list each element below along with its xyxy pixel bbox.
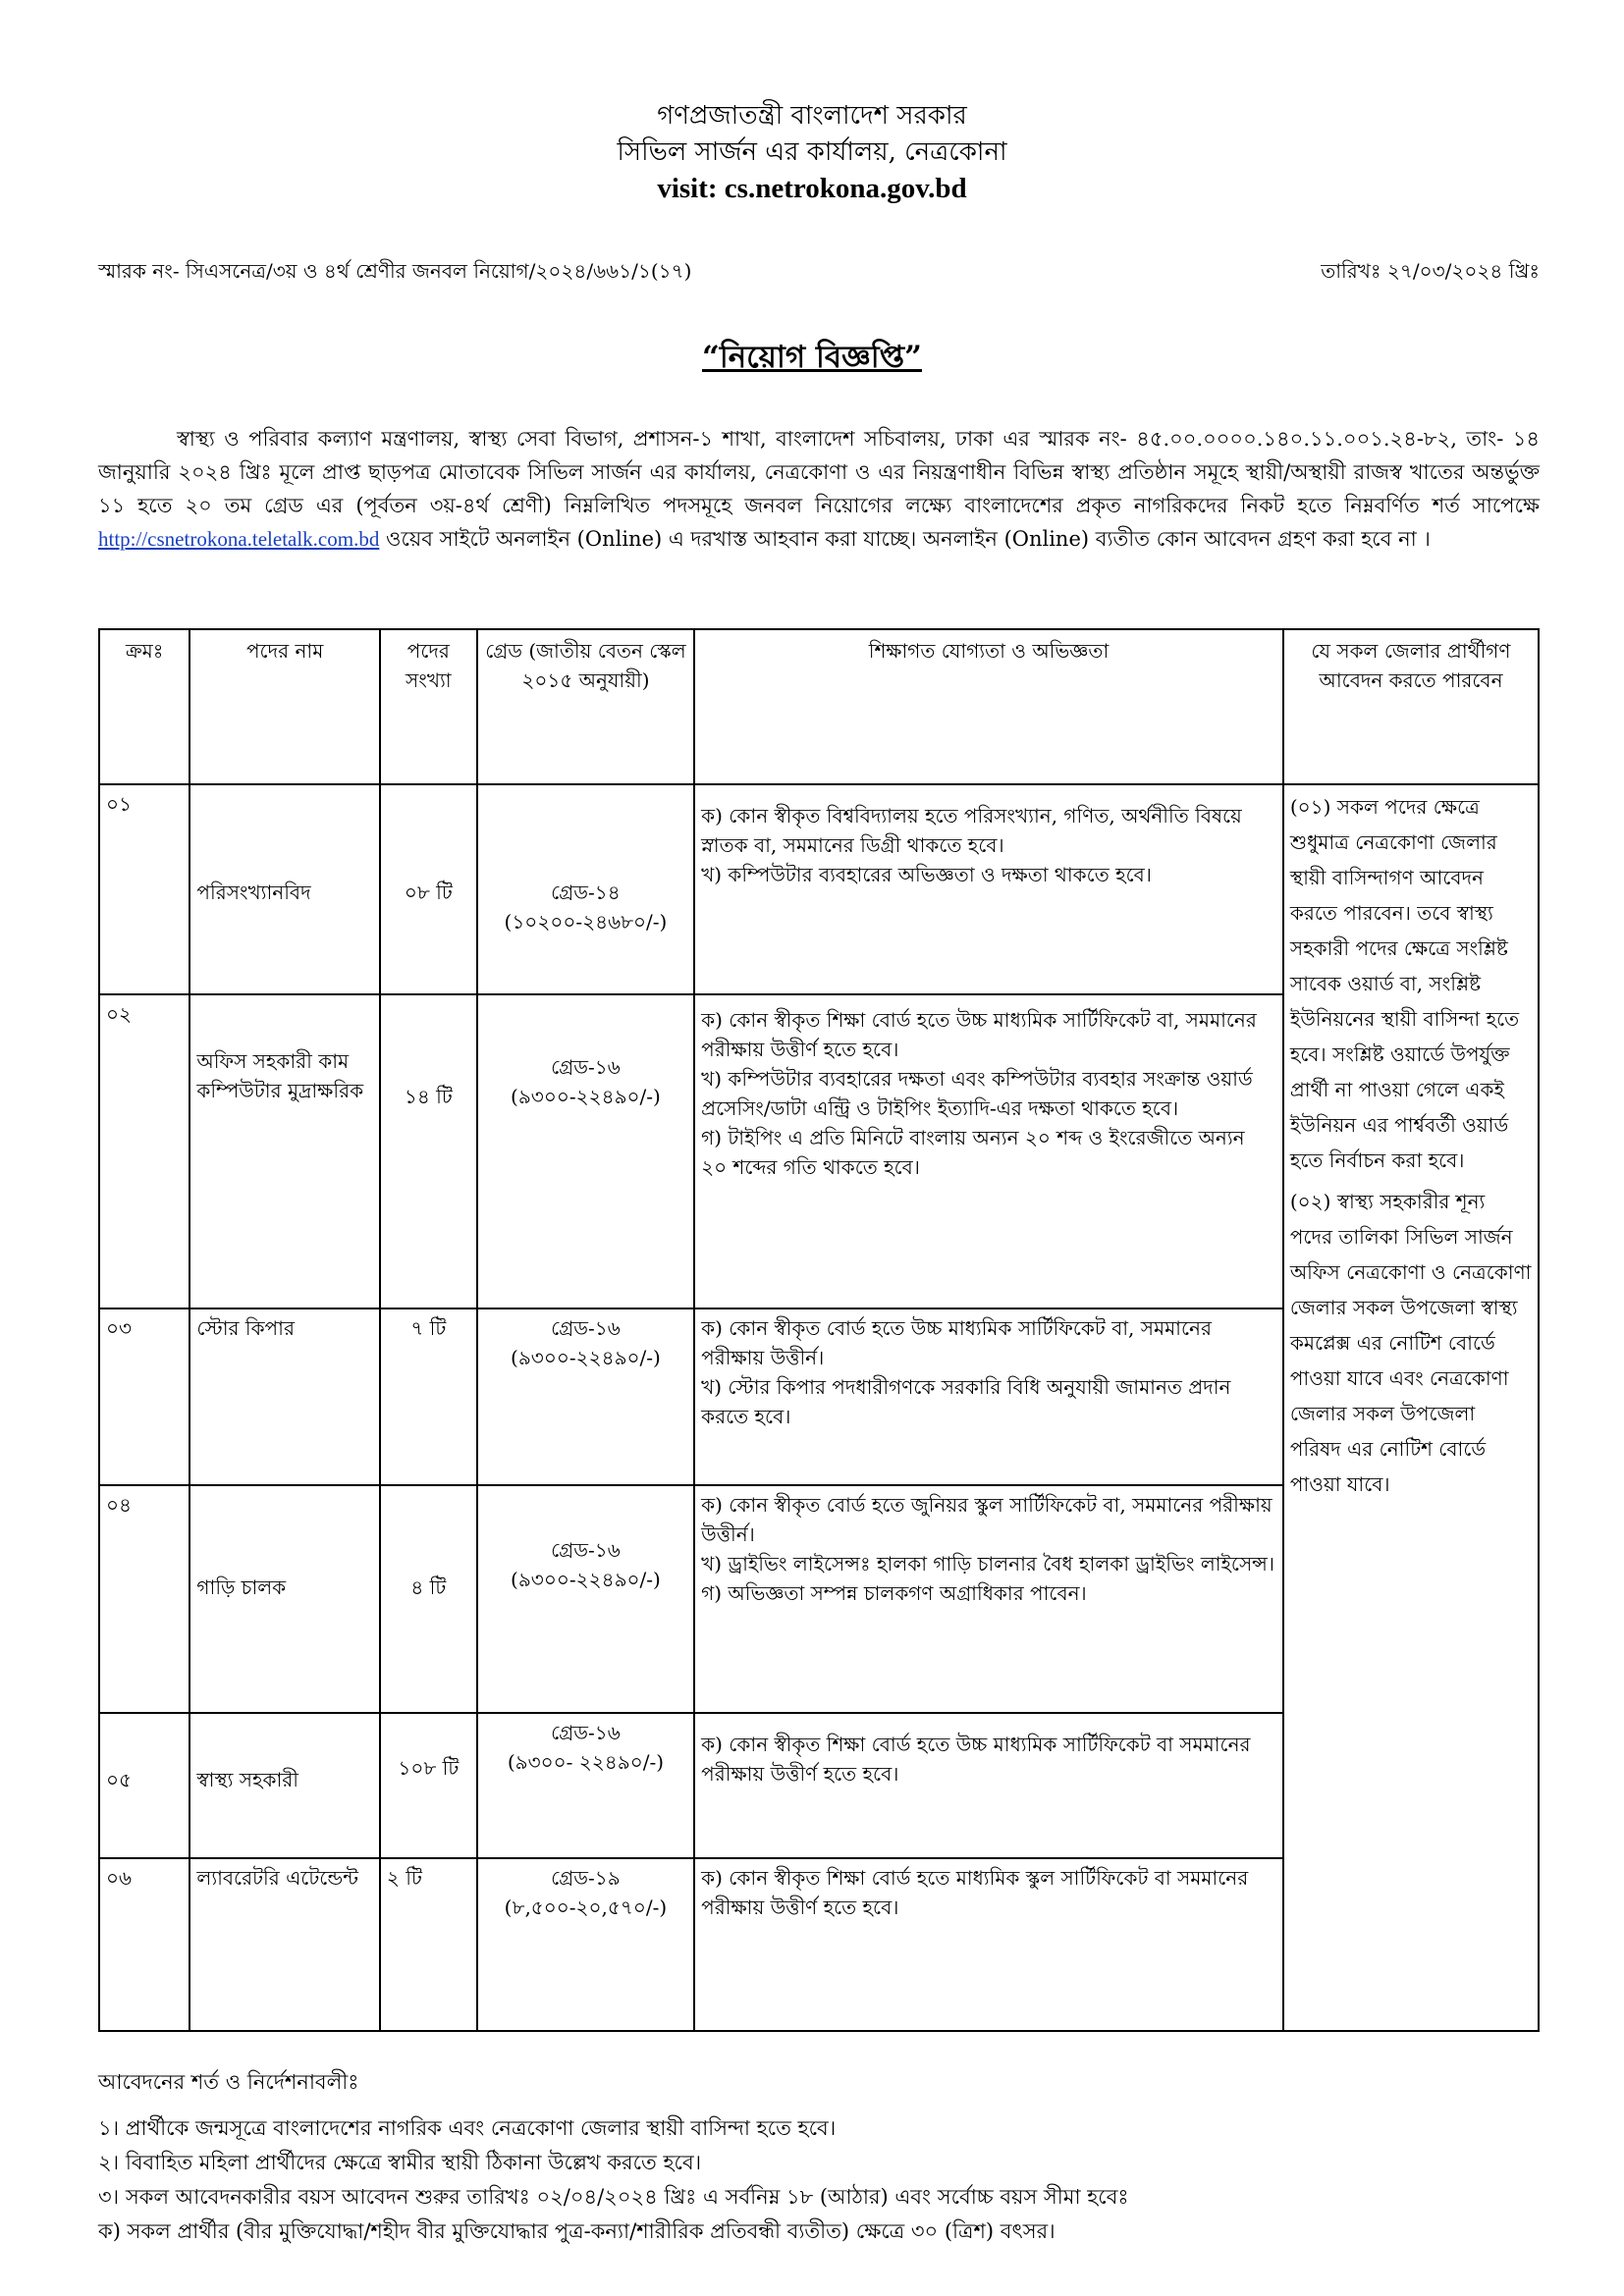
row-grade	[477, 784, 694, 994]
grade-text: গ্রেড-১৬	[551, 1538, 621, 1562]
row-serial: ০২	[99, 994, 189, 1308]
website-line: visit: cs.netrokona.gov.bd	[657, 173, 967, 204]
grade-text: গ্রেড-১৯	[551, 1866, 621, 1890]
pay-scale-text: (৯৩০০-২২৪৯০/-)	[511, 1085, 661, 1108]
row-grade	[477, 1308, 694, 1485]
document-header	[0, 98, 1624, 207]
row-qualification	[694, 784, 1283, 994]
district-eligibility-note	[1283, 784, 1539, 2031]
qualification-item: গ) টাইপিং এ প্রতি মিনিটে বাংলায় অন্যন ২০ শব্দ ও ইংরেজীতে অন্যন ২০ শব্দের গতি থাকতে হবে।	[701, 1126, 1245, 1179]
row-qualification	[694, 1485, 1283, 1713]
table-row	[99, 784, 1539, 994]
table-header-row	[99, 629, 1539, 784]
condition-item: ৩। সকল আবেদনকারীর বয়স আবেদন শুরুর তারিখঃ ০২/০৪/২০২৪ খ্রিঃ এ সর্বনিম্ন ১৮ (আঠার) এবং সর্বোচ্চ বয়স সীমা হবেঃ	[98, 2185, 1129, 2209]
post-count-text: ১৪ টি	[404, 1085, 453, 1108]
row-serial: ০৬	[99, 1858, 189, 2031]
conditions-title: আবেদনের শর্ত ও নির্দেশনাবলীঃ	[98, 2070, 359, 2094]
qualification-item: ক) কোন স্বীকৃত বোর্ড হতে জুনিয়র স্কুল সার্টিফিকেট বা, সমমানের পরীক্ষায় উত্তীর্ন।	[701, 1493, 1272, 1546]
grade-text: গ্রেড-১৬	[551, 1316, 621, 1340]
pay-scale-text: (৮,৫০০-২০,৫৭০/-)	[504, 1896, 668, 1919]
row-serial: ০৩	[99, 1308, 189, 1485]
row-post-count	[380, 1713, 477, 1858]
memo-reference: স্মারক নং- সিএসনেত্র/৩য় ও ৪র্থ শ্রেণীর জনবল নিয়োগ/২০২৪/৬৬১/১(১৭)	[98, 259, 692, 283]
row-grade	[477, 1858, 694, 2031]
row-post-name: স্টোর কিপার	[189, 1308, 379, 1485]
grade-text: গ্রেড-১৪	[551, 881, 621, 904]
qualification-item: খ) কম্পিউটার ব্যবহারের অভিজ্ঞতা ও দক্ষতা থাকতে হবে।	[701, 863, 1152, 886]
row-grade	[477, 1485, 694, 1713]
qualification-item: খ) কম্পিউটার ব্যবহারের দক্ষতা এবং কম্পিউটার ব্যবহার সংক্রান্ত ওয়ার্ড প্রসেসিং/ডাটা এন্ট্রি ও টাইপিং ইত্যাদি-এর দক্ষতা থাকতে হবে।	[701, 1067, 1253, 1120]
qualification-item: ক) কোন স্বীকৃত শিক্ষা বোর্ড হতে মাধ্যমিক স্কুল সার্টিফিকেট বা সমমানের পরীক্ষায় উত্তীর্ণ হতে হবে।	[701, 1866, 1249, 1919]
row-post-name	[189, 1713, 379, 1858]
qualification-item: ক) কোন স্বীকৃত বোর্ড হতে উচ্চ মাধ্যমিক সার্টিফিকেট বা, সমমানের পরীক্ষায় উত্তীর্ন।	[701, 1316, 1212, 1369]
row-post-count: ৭ টি	[380, 1308, 477, 1485]
post-name-text: স্বাস্থ্য সহকারী	[196, 1768, 299, 1791]
intro-text-after: ওয়েব সাইটে অনলাইন (Online) এ দরখাস্ত আহবান করা যাচ্ছে। অনলাইন (Online) ব্যতীত কোন আবেদন গ্রহণ করা হবে না ।	[379, 527, 1431, 551]
row-grade	[477, 1713, 694, 1858]
row-qualification	[694, 1713, 1283, 1858]
intro-text: স্বাস্থ্য ও পরিবার কল্যাণ মন্ত্রণালয়, স্বাস্থ্য সেবা বিভাগ, প্রশাসন-১ শাখা, বাংলাদেশ সচিবালয়, ঢাকা এর স্মারক নং- ৪৫.০০.০০০০.১৪০.১১.০০১.২৪-৮২, তাং- ১৪ জানুয়ারি ২০২৪ খ্রিঃ মূলে প্রাপ্ত ছাড়পত্র মোতাবেক সিভিল সার্জন এর কার্যালয়, নেত্রকোণা ও এর নিয়ন্ত্রণাধীন বিভিন্ন স্বাস্থ্য প্রতিষ্ঠান সমূহে স্থায়ী/অস্থায়ী রাজস্ব খাতের অন্তর্ভুক্ত ১১ হতে ২০ তম গ্রেড এর (পূর্বতন ৩য়-৪র্থ শ্রেণী) নিম্নলিখিত পদসমূহে জনবল নিয়োগের লক্ষ্যে বাংলাদেশের প্রকৃত নাগরিকদের নিকট হতে নিম্নবর্ণিত শর্ত সাপেক্ষে	[98, 427, 1540, 517]
row-post-count: ২ টি	[380, 1858, 477, 2031]
qualification-item: খ) স্টোর কিপার পদধারীগণকে সরকারি বিধি অনুযায়ী জামানত প্রদান করতে হবে।	[701, 1375, 1231, 1428]
header-post-count: পদের সংখ্যা	[380, 629, 477, 784]
row-post-name	[189, 994, 379, 1308]
row-qualification	[694, 1858, 1283, 2031]
header-serial: ক্রমঃ	[99, 629, 189, 784]
application-conditions	[98, 2065, 1540, 2249]
district-note-item: (০১) সকল পদের ক্ষেত্রে শুধুমাত্র নেত্রকোণা জেলার স্থায়ী বাসিন্দাগণ আবেদন করতে পারবেন। তবে স্বাস্থ্য সহকারী পদের ক্ষেত্রে সংশ্লিষ্ট সাবেক ওয়ার্ড বা, সংশ্লিষ্ট ইউনিয়নের স্থায়ী বাসিন্দা হতে হবে। সংশ্লিষ্ট ওয়ার্ডে উপর্যুক্ত প্রার্থী না পাওয়া গেলে একই ইউনিয়ন এর পার্শ্ববর্তী ওয়ার্ড হতে নির্বাচন করা হবে।	[1289, 795, 1520, 1172]
header-districts: যে সকল জেলার প্রার্থীগণ আবেদন করতে পারবেন	[1283, 629, 1539, 784]
condition-item: ক) সকল প্রার্থীর (বীর মুক্তিযোদ্ধা/শহীদ বীর মুক্তিযোদ্ধার পুত্র-কন্যা/শারীরিক প্রতিবন্ধী ব্যতীত) ক্ষেত্রে ৩০ (ত্রিশ) বৎসর।	[98, 2219, 1056, 2243]
row-qualification	[694, 994, 1283, 1308]
row-grade	[477, 994, 694, 1308]
district-note-item: (০২) স্বাস্থ্য সহকারীর শূন্য পদের তালিকা সিভিল সার্জন অফিস নেত্রকোণা ও নেত্রকোণা জেলার সকল উপজেলা স্বাস্থ্য কমপ্লেক্স এর নোটিশ বোর্ডে পাওয়া যাবে এবং নেত্রকোণা জেলার সকল উপজেলা পরিষদ এর নোটিশ বোর্ডে পাওয়া যাবে।	[1289, 1190, 1532, 1496]
post-count-text: ০৮ টি	[404, 881, 453, 904]
row-post-name: ল্যাবরেটরি এটেন্ডেন্ট	[189, 1858, 379, 2031]
qualification-item: গ) অভিজ্ঞতা সম্পন্ন চালকগণ অগ্রাধিকার পাবেন।	[701, 1581, 1087, 1605]
qualification-item: খ) ড্রাইভিং লাইসেন্সঃ হালকা গাড়ি চালনার বৈধ হালকা ড্রাইভিং লাইসেন্স।	[701, 1552, 1275, 1575]
qualification-item: ক) কোন স্বীকৃত শিক্ষা বোর্ড হতে উচ্চ মাধ্যমিক সার্টিফিকেট বা সমমানের পরীক্ষায় উত্তীর্ণ হতে হবে।	[701, 1733, 1251, 1786]
post-count-text: ১০৮ টি	[398, 1756, 460, 1780]
post-name-text: পরিসংখ্যানবিদ	[196, 881, 311, 904]
grade-text: গ্রেড-১৬	[551, 1055, 621, 1079]
row-post-count	[380, 784, 477, 994]
pay-scale-text: (৯৩০০-২২৪৯০/-)	[511, 1568, 661, 1591]
condition-item: ১। প্রার্থীকে জন্মসূত্রে বাংলাদেশের নাগরিক এবং নেত্রকোণা জেলার স্থায়ী বাসিন্দা হতে হবে।	[98, 2116, 837, 2140]
post-count-text: ৪ টি	[410, 1575, 447, 1599]
memo-date: তারিখঃ ২৭/০৩/২০২৪ খ্রিঃ	[1321, 259, 1540, 283]
row-serial: ০৪	[99, 1485, 189, 1713]
row-post-count	[380, 1485, 477, 1713]
header-post-name: পদের নাম	[189, 629, 379, 784]
grade-text: গ্রেড-১৬	[551, 1721, 621, 1744]
application-link[interactable]: http://csnetrokona.teletalk.com.bd	[98, 527, 380, 551]
row-post-count	[380, 994, 477, 1308]
post-name-text: অফিস সহকারী কাম কম্পিউটার মুদ্রাক্ষরিক	[196, 1049, 364, 1102]
office-name: সিভিল সার্জন এর কার্যালয়, নেত্রকোনা	[617, 137, 1007, 167]
pay-scale-text: (৯৩০০-২২৪৯০/-)	[511, 1346, 661, 1369]
notice-title: “নিয়োগ বিজ্ঞপ্তি”	[702, 340, 922, 375]
qualification-item: ক) কোন স্বীকৃত বিশ্ববিদ্যালয় হতে পরিসংখ্যান, গণিত, অর্থনীতি বিষয়ে স্নাতক বা, সমমানের ডিগ্রী থাকতে হবে।	[701, 804, 1242, 857]
row-serial	[99, 1713, 189, 1858]
header-qualification: শিক্ষাগত যোগ্যতা ও অভিজ্ঞতা	[694, 629, 1283, 784]
post-name-text: গাড়ি চালক	[196, 1575, 287, 1599]
condition-item: ২। বিবাহিত মহিলা প্রার্থীদের ক্ষেত্রে স্বামীর স্থায়ী ঠিকানা উল্লেখ করতে হবে।	[98, 2151, 702, 2174]
row-post-name	[189, 784, 379, 994]
qualification-item: ক) কোন স্বীকৃত শিক্ষা বোর্ড হতে উচ্চ মাধ্যমিক সার্টিফিকেট বা, সমমানের পরীক্ষায় উত্তীর্ণ হতে হবে।	[701, 1008, 1257, 1061]
row-qualification	[694, 1308, 1283, 1485]
row-serial: ০১	[99, 784, 189, 994]
pay-scale-text: (৯৩০০- ২২৪৯০/-)	[507, 1750, 665, 1774]
serial-text: ০৫	[106, 1768, 132, 1791]
government-name: গণপ্রজাতন্ত্রী বাংলাদেশ সরকার	[657, 101, 967, 131]
posts-table	[98, 628, 1540, 2032]
header-grade: গ্রেড (জাতীয় বেতন স্কেল ২০১৫ অনুযায়ী)	[477, 629, 694, 784]
intro-paragraph	[98, 422, 1540, 556]
pay-scale-text: (১০২০০-২৪৬৮০/-)	[504, 910, 668, 934]
row-post-name	[189, 1485, 379, 1713]
